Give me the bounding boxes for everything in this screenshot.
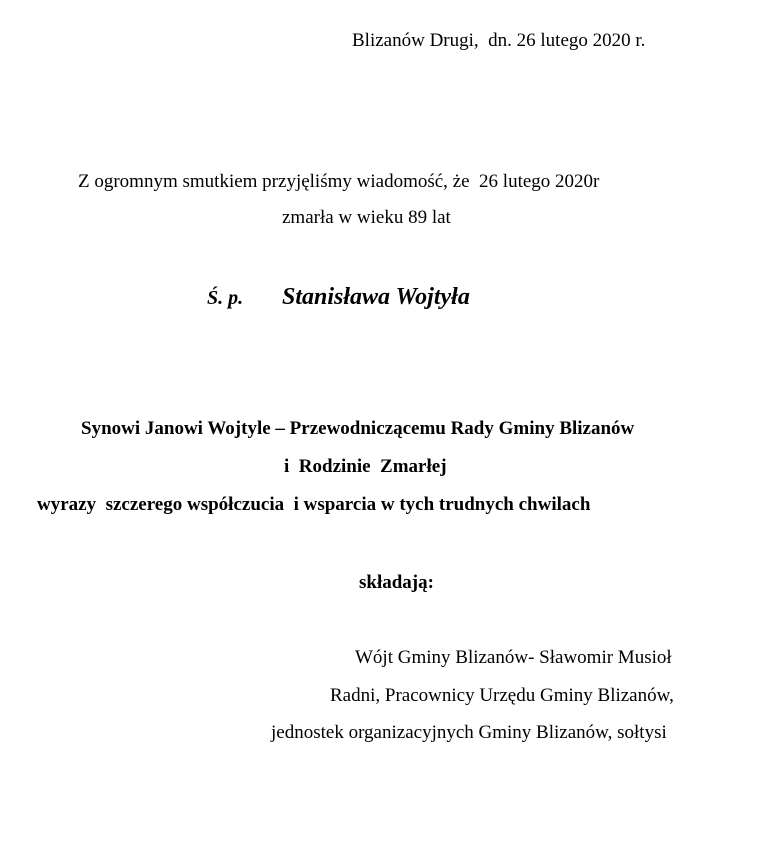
condolence-line-3: wyrazy szczerego współczucia i wsparcia w tych trudnych chwilach (37, 494, 591, 515)
announcement-line-2: zmarła w wieku 89 lat (282, 207, 451, 228)
closing-label: składają: (359, 572, 434, 593)
place-date: Blizanów Drugi, dn. 26 lutego 2020 r. (352, 30, 646, 51)
signatory-line: Radni, Pracownicy Urzędu Gminy Blizanów, (330, 685, 674, 706)
announcement-line-1: Z ogromnym smutkiem przyjęliśmy wiadomość, że 26 lutego 2020r (78, 171, 600, 192)
signatory-line: Wójt Gminy Blizanów- Sławomir Musioł (355, 647, 672, 668)
condolence-line-2: i Rodzinie Zmarłej (284, 456, 447, 477)
condolence-line-1: Synowi Janowi Wojtyle – Przewodniczącemu Rady Gminy Blizanów (81, 418, 635, 439)
signatory-line: jednostek organizacyjnych Gminy Blizanów, sołtysi (271, 722, 667, 743)
sp-prefix: Ś. p. (207, 287, 244, 309)
deceased-name: Stanisława Wojtyła (282, 284, 470, 310)
